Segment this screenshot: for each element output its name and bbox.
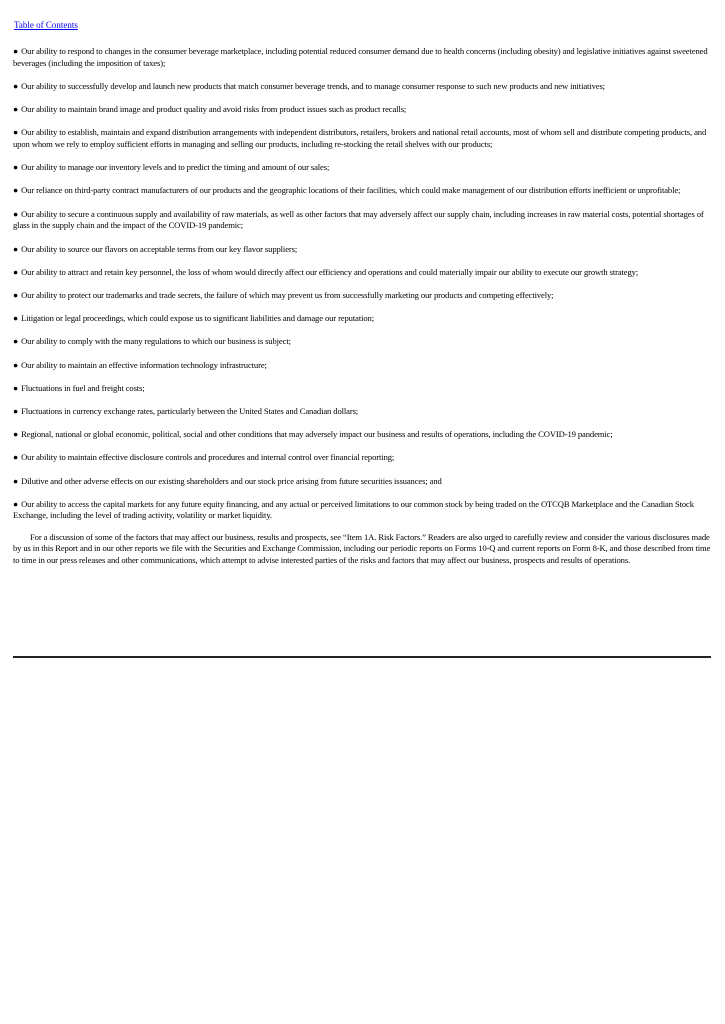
list-item	[13, 499, 711, 522]
closing-paragraph: For a discussion of some of the factors that may affect our business, results and prospects, see “Item 1A. Risk Factors.” Readers are also urged to carefully review and consider the various disclosures made by us in this Report and in our other reports we file with the Securities and Exchange Commission, including our periodic reports on Forms 10-Q and current reports on Form 8-K, and those described from time to time in our press releases and other communications, which attempt to advise interested parties of the risks and factors that may affect our business, prospects and results of operations.	[13, 531, 711, 566]
bullet-icon: ●	[13, 127, 19, 138]
list-item-text: Regional, national or global economic, political, social and other conditions that may adversely impact our business and results of operations, including the COVID-19 pandemic;	[21, 429, 613, 440]
list-item	[13, 81, 711, 93]
list-item-text: Our ability to secure a continuous supply and availability of raw materials, as well as other factors that may adversely affect our supply chain, including increases in raw material costs, potential shortages of glass in the supply chain and the impact of the COVID-19 pandemic;	[13, 208, 704, 231]
bullet-icon: ●	[13, 266, 19, 277]
table-of-contents-link[interactable]: Table of Contents	[14, 20, 78, 30]
document-page	[13, 15, 711, 567]
bullet-icon: ●	[13, 336, 19, 347]
bullet-icon: ●	[13, 289, 19, 300]
list-item	[13, 452, 711, 464]
bullet-icon: ●	[13, 208, 19, 219]
list-item	[13, 127, 711, 150]
list-item	[13, 313, 711, 325]
list-item	[13, 429, 711, 441]
list-item-text: Our ability to attract and retain key personnel, the loss of whom would directly affect our efficiency and operations and could materially impair our ability to execute our growth strategy;	[21, 266, 639, 277]
bullet-icon: ●	[13, 382, 19, 393]
list-item	[13, 244, 711, 256]
forward-looking-factors-list	[13, 46, 711, 522]
list-item	[13, 185, 711, 197]
bullet-icon: ●	[13, 429, 19, 440]
list-item-text: Our ability to access the capital markets for any future equity financing, and any actual or perceived limitations to our common stock by being traded on the OTCQB Marketplace and the Canadian Stock Exchange, including the level of trading activity, volatility or market liquidity.	[13, 498, 694, 521]
bullet-icon: ●	[13, 46, 19, 56]
list-item	[13, 209, 711, 232]
list-item-text: Our ability to establish, maintain and expand distribution arrangements with independent distributors, retailers, brokers and national retail accounts, most of whom sell and distribute competing products, and upon whom we rely to employ sufficient efforts in managing and selling our products, including re-stocking the retail shelves with our products;	[13, 127, 707, 150]
list-item-text: Litigation or legal proceedings, which could expose us to significant liabilities and damage our reputation;	[21, 313, 374, 324]
bullet-icon: ●	[13, 162, 19, 173]
list-item	[13, 290, 711, 302]
bullet-icon: ●	[13, 80, 19, 91]
list-item-text: Fluctuations in currency exchange rates, particularly between the United States and Canadian dollars;	[21, 405, 359, 416]
list-item-text: Our ability to source our flavors on acceptable terms from our key flavor suppliers;	[21, 243, 298, 254]
list-item	[13, 360, 711, 372]
list-item-text: Our ability to maintain brand image and product quality and avoid risks from product issues such as product recalls;	[21, 104, 407, 115]
bullet-icon: ●	[13, 359, 19, 370]
list-item-text: Our reliance on third-party contract manufacturers of our products and the geographic locations of their facilities, which could make management of our distribution efforts inefficient or unprofitable;	[21, 185, 681, 196]
list-item	[13, 162, 711, 174]
page-divider	[13, 656, 711, 658]
bullet-icon: ●	[13, 243, 19, 254]
list-item	[13, 406, 711, 418]
list-item	[13, 336, 711, 348]
list-item-text: Our ability to maintain effective disclosure controls and procedures and internal control over financial reporting;	[21, 452, 395, 463]
list-item-text: Our ability to protect our trademarks and trade secrets, the failure of which may prevent us from successfully marketing our products and competing effectively;	[21, 289, 554, 300]
list-item-text: Our ability to manage our inventory levels and to predict the timing and amount of our sales;	[21, 162, 330, 173]
list-item-text: Our ability to maintain an effective information technology infrastructure;	[21, 359, 267, 370]
list-item	[13, 46, 711, 69]
bullet-icon: ●	[13, 185, 19, 196]
list-item	[13, 104, 711, 116]
bullet-icon: ●	[13, 452, 19, 463]
list-item	[13, 383, 711, 395]
list-item-text: Our ability to comply with the many regulations to which our business is subject;	[21, 336, 291, 347]
list-item	[13, 267, 711, 279]
list-item	[13, 476, 711, 488]
bullet-icon: ●	[13, 104, 19, 115]
bullet-icon: ●	[13, 475, 19, 486]
bullet-icon: ●	[13, 313, 19, 324]
list-item-text: Our ability to respond to changes in the consumer beverage marketplace, including potential reduced consumer demand due to health concerns (including obesity) and legislative initiatives against sweetened beverages (including the imposition of taxes);	[13, 46, 708, 68]
list-item-text: Dilutive and other adverse effects on our existing shareholders and our stock price arising from future securities issuances; and	[21, 475, 442, 486]
bullet-icon: ●	[13, 405, 19, 416]
list-item-text: Our ability to successfully develop and launch new products that match consumer beverage trends, and to manage consumer response to such new products and new initiatives;	[21, 80, 605, 91]
list-item-text: Fluctuations in fuel and freight costs;	[21, 382, 145, 393]
bullet-icon: ●	[13, 498, 19, 509]
